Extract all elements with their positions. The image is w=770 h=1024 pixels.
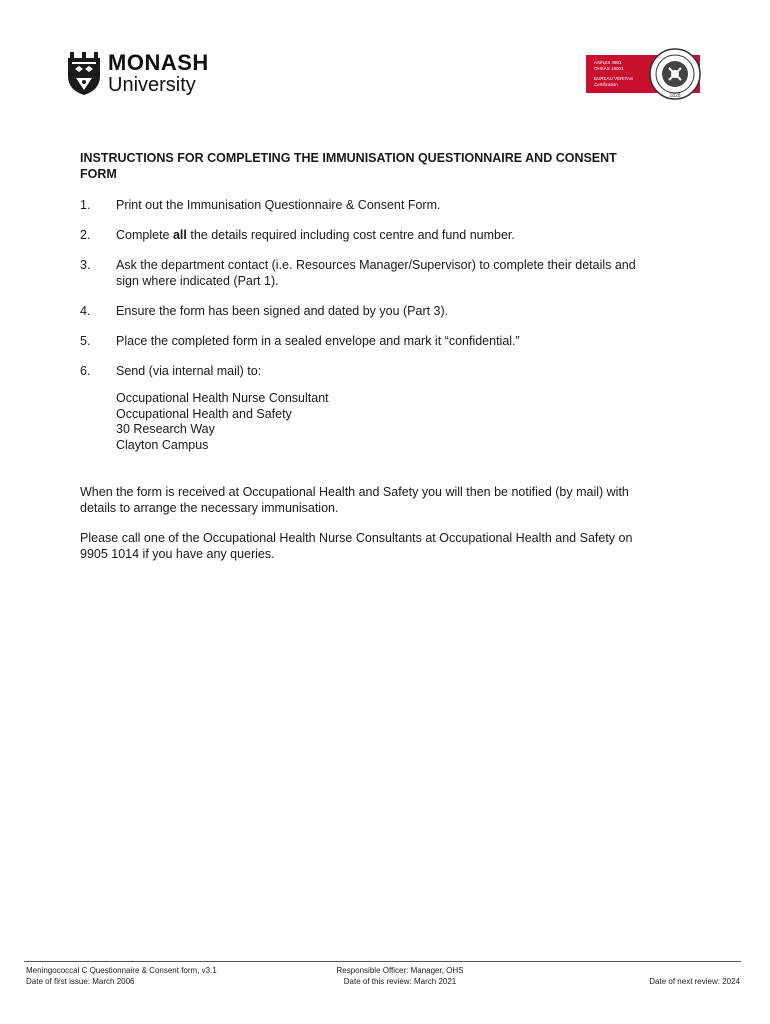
cert-label: Certification (594, 82, 618, 87)
step-text: Ask the department contact (i.e. Resources Manager/Supervisor) to complete their details and sign where indicated (Part 1). (116, 258, 636, 288)
document-heading: INSTRUCTIONS FOR COMPLETING THE IMMUNISATION QUESTIONNAIRE AND CONSENT FORM (80, 151, 617, 181)
footer-form-info (26, 965, 217, 987)
contact-paragraph: Please call one of the Occupational Health Nurse Consultants at Occupational Health and Safety on 9905 1014 if you have any queries. (80, 531, 633, 561)
step-text: Send (via internal mail) to: (116, 364, 262, 378)
step-item (80, 227, 660, 243)
monash-crest-icon (66, 52, 102, 96)
footer-first-issue: Date of first issue: March 2006 (26, 977, 135, 986)
bureau-veritas-seal-icon (649, 48, 701, 100)
notification-paragraph: When the form is received at Occupational Health and Safety you will then be notified (by mail) with details to arrange the necessary immunisation. (80, 485, 629, 515)
step-number: 1. (80, 198, 91, 212)
footer-next-review: Date of next review: 2024 (649, 977, 740, 986)
footer-officer-info (300, 965, 500, 987)
footer-divider (24, 961, 741, 962)
step-text: Print out the Immunisation Questionnaire & Consent Form. (116, 198, 441, 212)
step-item (80, 333, 660, 349)
seal-year: 1828 (669, 93, 681, 99)
step-number: 5. (80, 334, 91, 348)
footer-form-name: Meningococcal C Questionnaire & Consent form, v3.1 (26, 966, 217, 975)
address-line: Clayton Campus (116, 437, 209, 452)
mailing-address (116, 391, 329, 453)
step-item (80, 197, 660, 213)
step-text: Place the completed form in a sealed envelope and mark it “confidential.” (116, 334, 520, 348)
step-item (80, 303, 660, 319)
step-number: 4. (80, 304, 91, 318)
step-number: 2. (80, 228, 91, 242)
step-text-end: the details required including cost centre and fund number. (186, 228, 515, 242)
step-text: Ensure the form has been signed and dated by you (Part 3). (116, 304, 449, 318)
cert-standard-1: AS/NZS 4801 (594, 60, 622, 65)
logo-university-text: University (108, 74, 196, 96)
address-line: Occupational Health Nurse Consultant (116, 391, 329, 405)
step-item (80, 257, 660, 289)
step-text-start: Complete (116, 228, 173, 242)
logo-monash-text: MONASH (108, 50, 209, 75)
address-line: 30 Research Way (116, 422, 215, 436)
cert-body: BUREAU VERITAS (594, 76, 633, 81)
monash-logo (66, 52, 226, 98)
footer-responsible-officer: Responsible Officer: Manager, OHS (336, 966, 464, 975)
instruction-steps (80, 197, 660, 393)
step-text-emphasis: all (172, 228, 187, 242)
step-item (80, 363, 660, 379)
step-number: 3. (80, 258, 91, 272)
cert-standard-2: OHSAS 18001 (594, 66, 624, 71)
address-line: Occupational Health and Safety (116, 406, 292, 421)
footer-review-date: Date of this review: March 2021 (343, 977, 457, 986)
step-number: 6. (80, 364, 91, 378)
